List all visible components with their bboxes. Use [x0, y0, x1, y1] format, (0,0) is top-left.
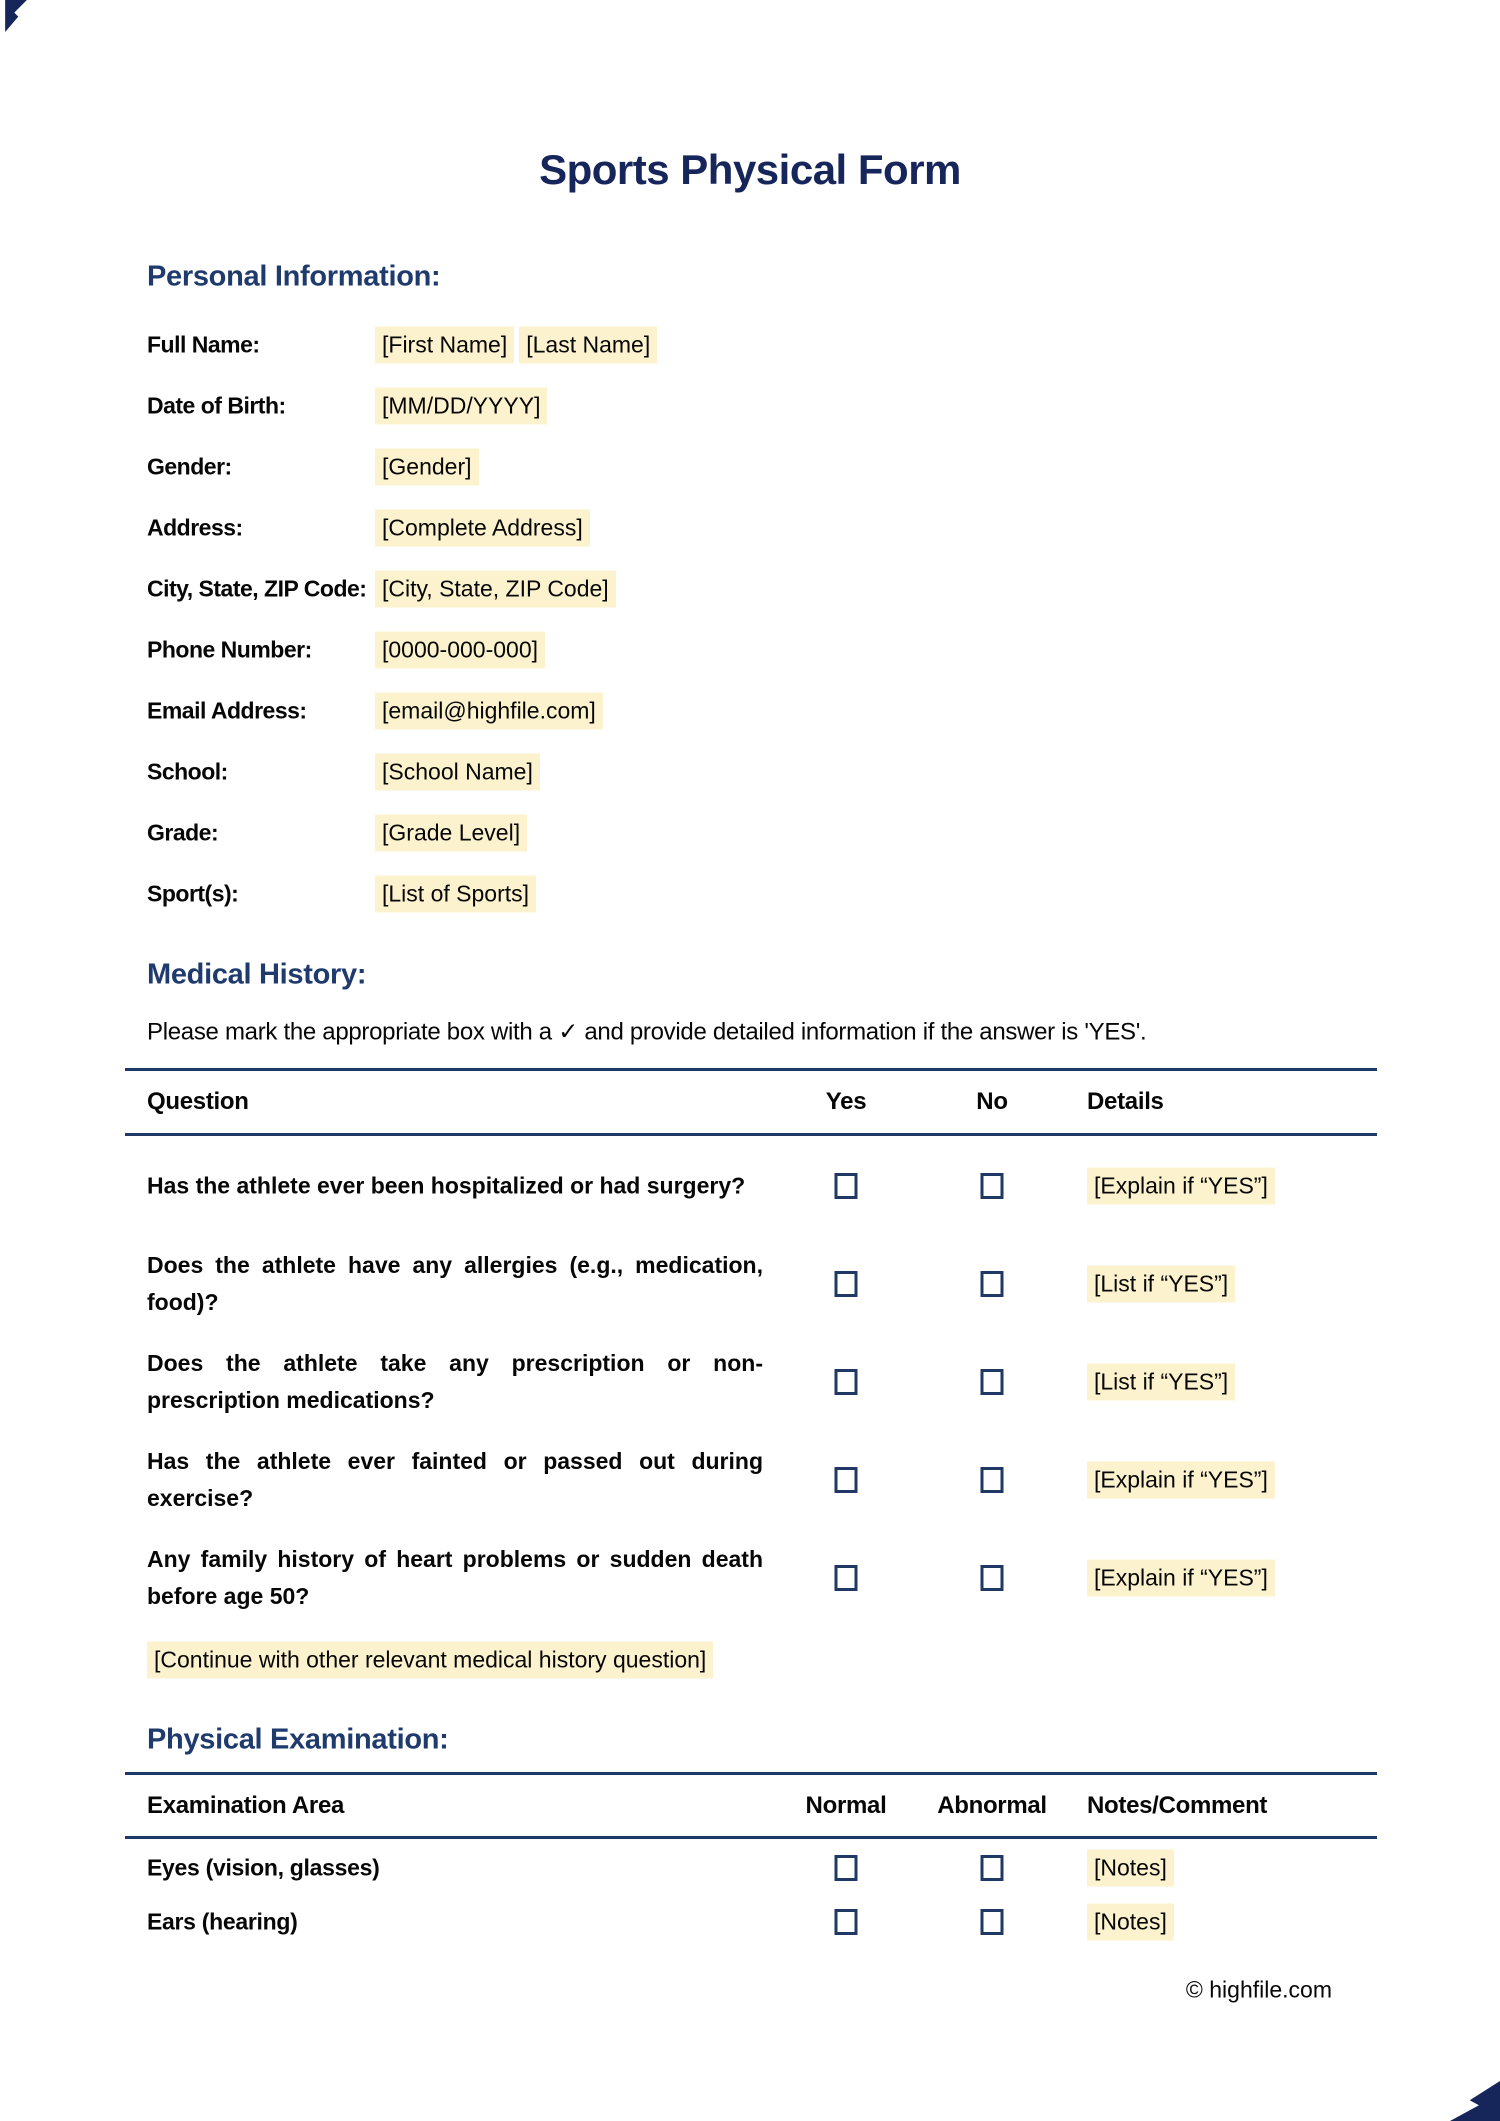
allergies-details-placeholder[interactable]: [List if “YES”]: [1087, 1266, 1235, 1303]
physical-examination-heading: Physical Examination:: [147, 1723, 449, 1756]
medical-history-instruction: Please mark the appropriate box with a ✓ and provide detailed information if the answer is 'YES'.: [147, 1018, 1147, 1046]
field-label-school: School:: [147, 758, 228, 785]
school-placeholder[interactable]: [School Name]: [375, 754, 540, 791]
corner-decoration-top-left: [0, 0, 32, 32]
hospitalized-no-checkbox[interactable]: [981, 1173, 1004, 1199]
last-name-placeholder[interactable]: [Last Name]: [519, 327, 657, 364]
sports-placeholder[interactable]: [List of Sports]: [375, 876, 536, 913]
eyes-abnormal-checkbox[interactable]: [981, 1855, 1004, 1881]
field-label-email-address: Email Address:: [147, 697, 307, 724]
field-label-sports: Sport(s):: [147, 880, 239, 907]
heart-history-details-placeholder[interactable]: [Explain if “YES”]: [1087, 1560, 1275, 1597]
date-of-birth-placeholder[interactable]: [MM/DD/YYYY]: [375, 388, 547, 425]
exam-area-eyes: Eyes (vision, glasses): [147, 1854, 380, 1881]
medications-details-placeholder[interactable]: [List if “YES”]: [1087, 1364, 1235, 1401]
field-label-gender: Gender:: [147, 453, 232, 480]
field-label-date-of-birth: Date of Birth:: [147, 392, 286, 419]
medical-history-heading: Medical History:: [147, 958, 367, 991]
heart-history-details: [1087, 1560, 1275, 1597]
fainted-details-placeholder[interactable]: [Explain if “YES”]: [1087, 1462, 1275, 1499]
field-label-address: Address:: [147, 514, 243, 541]
medications-no-checkbox[interactable]: [981, 1369, 1004, 1395]
continue-note: [147, 1642, 713, 1679]
allergies-no-checkbox[interactable]: [981, 1271, 1004, 1297]
field-value-gender: [375, 449, 479, 486]
hospitalized-details: [1087, 1168, 1275, 1205]
medical-question-heart-history: Any family history of heart problems or sudden death before age 50?: [147, 1546, 763, 1609]
medical-header-question: Question: [147, 1088, 249, 1115]
exam-header-notes: Notes/Comment: [1087, 1792, 1268, 1819]
fainted-no-checkbox[interactable]: [981, 1467, 1004, 1493]
ears-abnormal-checkbox[interactable]: [981, 1909, 1004, 1935]
exam-header-abnormal: Abnormal: [937, 1792, 1047, 1819]
field-value-full-name: [375, 327, 657, 364]
field-value-grade: [375, 815, 527, 852]
eyes-normal-checkbox[interactable]: [835, 1855, 858, 1881]
fainted-details: [1087, 1462, 1275, 1499]
field-value-email-address: [375, 693, 603, 730]
field-label-city-state-zip: City, State, ZIP Code:: [147, 575, 367, 602]
medical-question-allergies: Does the athlete have any allergies (e.g., medication, food)?: [147, 1252, 763, 1315]
medical-header-yes: Yes: [825, 1088, 867, 1115]
exam-header-area: Examination Area: [147, 1792, 345, 1819]
exam-area-ears: Ears (hearing): [147, 1908, 298, 1935]
phone-number-placeholder[interactable]: [0000-000-000]: [375, 632, 545, 669]
field-value-sports: [375, 876, 536, 913]
corner-decoration-bottom-right: [1450, 2081, 1500, 2121]
field-label-full-name: Full Name:: [147, 331, 260, 358]
medical-question-hospitalized: Has the athlete ever been hospitalized or had surgery?: [147, 1172, 746, 1199]
continue-note-placeholder[interactable]: [Continue with other relevant medical history question]: [147, 1642, 713, 1679]
medical-header-no: No: [976, 1088, 1008, 1115]
eyes-notes-placeholder[interactable]: [Notes]: [1087, 1850, 1174, 1887]
email-address-placeholder[interactable]: [email@highfile.com]: [375, 693, 603, 730]
medications-details: [1087, 1364, 1235, 1401]
exam-table-header-rule: [125, 1836, 1377, 1839]
heart-history-no-checkbox[interactable]: [981, 1565, 1004, 1591]
medical-question-medications: Does the athlete take any prescription or non-prescription medications?: [147, 1350, 763, 1413]
field-label-phone-number: Phone Number:: [147, 636, 312, 663]
medications-yes-checkbox[interactable]: [835, 1369, 858, 1395]
hospitalized-details-placeholder[interactable]: [Explain if “YES”]: [1087, 1168, 1275, 1205]
page-title: Sports Physical Form: [539, 146, 961, 193]
ears-normal-checkbox[interactable]: [835, 1909, 858, 1935]
grade-placeholder[interactable]: [Grade Level]: [375, 815, 527, 852]
field-value-city-state-zip: [375, 571, 616, 608]
ears-notes-placeholder[interactable]: [Notes]: [1087, 1904, 1174, 1941]
allergies-details: [1087, 1266, 1235, 1303]
exam-table-top-rule: [125, 1772, 1377, 1775]
city-state-zip-placeholder[interactable]: [City, State, ZIP Code]: [375, 571, 616, 608]
medical-question-fainted: Has the athlete ever fainted or passed out during exercise?: [147, 1448, 763, 1511]
ears-notes: [1087, 1904, 1174, 1941]
gender-placeholder[interactable]: [Gender]: [375, 449, 479, 486]
medical-table-header-rule: [125, 1133, 1377, 1136]
hospitalized-yes-checkbox[interactable]: [835, 1173, 858, 1199]
medical-header-details: Details: [1087, 1088, 1164, 1115]
personal-information-heading: Personal Information:: [147, 260, 441, 293]
field-value-school: [375, 754, 540, 791]
fainted-yes-checkbox[interactable]: [835, 1467, 858, 1493]
heart-history-yes-checkbox[interactable]: [835, 1565, 858, 1591]
field-value-phone-number: [375, 632, 545, 669]
exam-header-normal: Normal: [805, 1792, 887, 1819]
field-value-date-of-birth: [375, 388, 547, 425]
field-value-address: [375, 510, 590, 547]
eyes-notes: [1087, 1850, 1174, 1887]
first-name-placeholder[interactable]: [First Name]: [375, 327, 514, 364]
field-label-grade: Grade:: [147, 819, 219, 846]
address-placeholder[interactable]: [Complete Address]: [375, 510, 590, 547]
medical-table-top-rule: [125, 1068, 1377, 1071]
copyright-footer: © highfile.com: [1185, 1976, 1332, 2003]
allergies-yes-checkbox[interactable]: [835, 1271, 858, 1297]
